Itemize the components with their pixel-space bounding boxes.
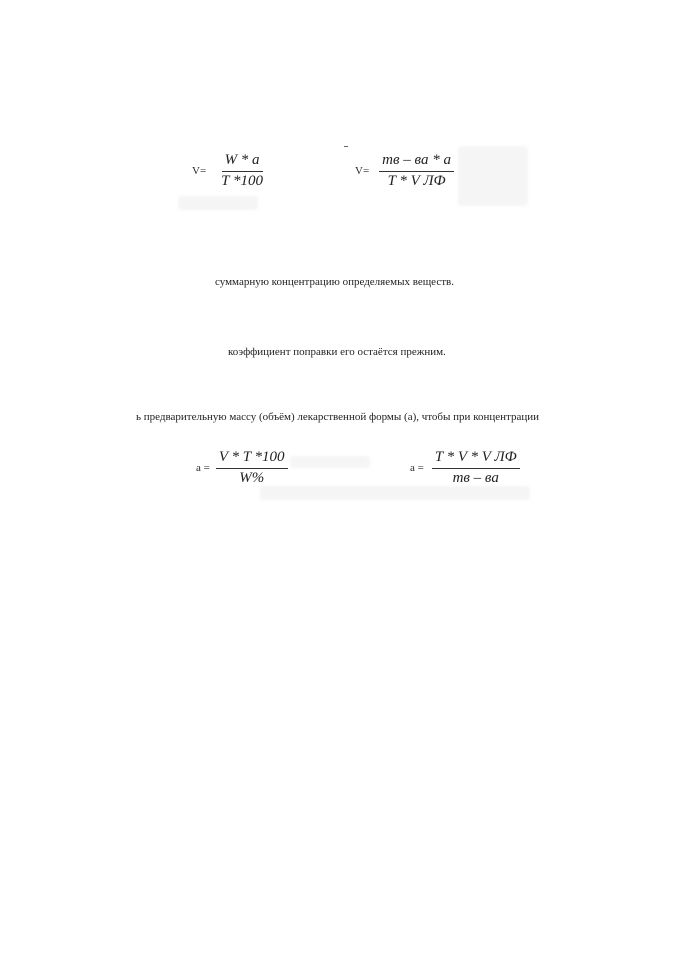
formula-numerator: W * a [222, 153, 263, 172]
paragraph-line-1: суммарную концентрацию определяемых веществ. [215, 276, 454, 288]
scan-smudge [290, 456, 370, 468]
formula-fraction [432, 450, 520, 487]
paragraph-line-2: коэффициент поправки его остаётся прежним. [228, 346, 446, 358]
formula-volume-1 [192, 153, 266, 190]
formula-numerator: mв – вa * a [379, 153, 454, 172]
formula-lhs: V= [192, 165, 207, 178]
formula-lhs: a = [196, 462, 210, 475]
formula-numerator: V * T *100 [216, 450, 288, 469]
formula-mass-1 [196, 450, 288, 487]
formula-numerator: T * V * V ЛФ [432, 450, 520, 469]
formula-denominator: T *100 [221, 172, 263, 189]
formula-mass-2 [410, 450, 520, 487]
formula-fraction [379, 153, 454, 190]
formula-denominator: W% [239, 469, 265, 486]
formula-fraction [218, 153, 266, 190]
formula-volume-2 [355, 153, 454, 190]
formula-lhs: a = [410, 462, 424, 475]
paragraph-line-3: ь предварительную массу (объём) лекарственной формы (а), чтобы при концентрации [136, 411, 540, 423]
scan-smudge [458, 146, 528, 206]
formula-lhs: V= [355, 165, 370, 178]
scan-mark [344, 146, 348, 147]
scan-smudge [260, 486, 530, 500]
formula-denominator: mв – вa [452, 469, 499, 486]
formula-fraction [216, 450, 288, 487]
formula-denominator: T * V ЛФ [387, 172, 446, 189]
scan-smudge [178, 196, 258, 210]
